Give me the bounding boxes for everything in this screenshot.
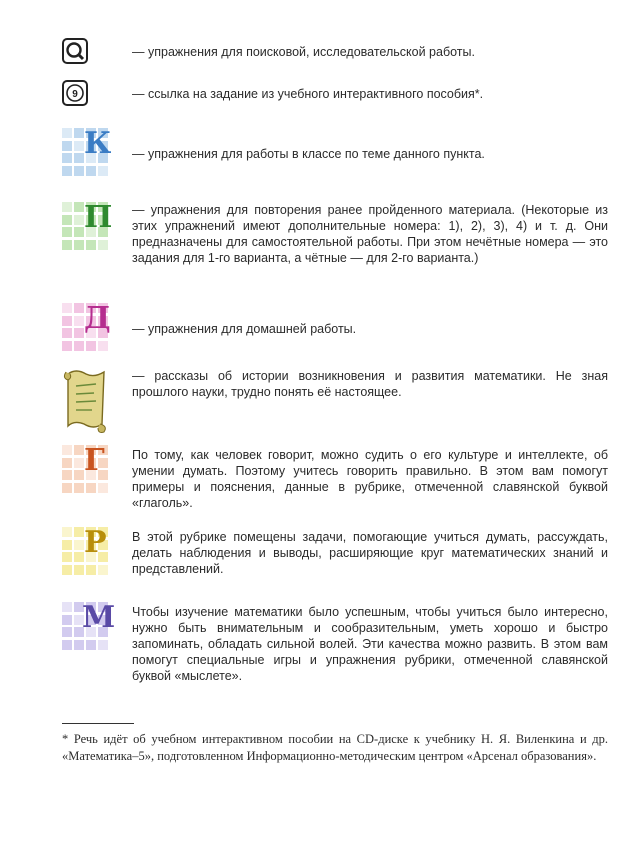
- grid-tile: [74, 303, 84, 313]
- scroll-icon: [62, 366, 110, 441]
- grid-tile: [74, 316, 84, 326]
- grid-tile: [98, 166, 108, 176]
- grid-tile: [62, 640, 72, 650]
- legend-item-homework: Д — упражнения для домашней работы.: [62, 303, 608, 353]
- grid-tile: [98, 341, 108, 351]
- grid-tile: [62, 153, 72, 163]
- grid-tile: [62, 445, 72, 455]
- grid-tile: [74, 445, 84, 455]
- grid-tile: [74, 240, 84, 250]
- grid-tile: [86, 483, 96, 493]
- grid-tile: [62, 540, 72, 550]
- grid-tile: [74, 141, 84, 151]
- grid-tile: [86, 565, 96, 575]
- legend-item-history: [62, 366, 608, 436]
- grid-tile: [62, 470, 72, 480]
- grid-tile: [74, 527, 84, 537]
- grid-tile: [86, 341, 96, 351]
- grid-tile: [74, 540, 84, 550]
- grid-tile: [98, 240, 108, 250]
- grid-tile: [62, 527, 72, 537]
- grid-tile: [62, 316, 72, 326]
- grid-tile: [74, 341, 84, 351]
- grid-tile: [74, 202, 84, 212]
- grid-tile: [86, 640, 96, 650]
- grid-tile: [74, 470, 84, 480]
- grid-tile: [86, 240, 96, 250]
- grid-tile: [62, 303, 72, 313]
- magnifier-icon: [62, 38, 88, 69]
- grid-tile: [74, 128, 84, 138]
- grid-tile: [62, 202, 72, 212]
- legend-text: По тому, как человек говорит, можно судить о его культуре и интеллекте, об умении думать. Поэтому учитесь говорить правильно. В этом вам помогут примеры и пояснения, данные в рубрике, отмеченной славянской буквой «глаголь».: [132, 448, 608, 510]
- grid-tile: [74, 552, 84, 562]
- grid-tile: [62, 552, 72, 562]
- legend-text: В этой рубрике помещены задачи, помогающие учиться думать, рассуждать, делать наблюдения и выводы, расширяющие круг математических знаний и представлений.: [132, 530, 608, 576]
- grid-tile: [62, 227, 72, 237]
- grid-tile: [62, 627, 72, 637]
- legend-text: — упражнения для повторения ранее пройденного материала. (Некоторые из этих упражнений имеют дополнительные номера: 1), 2), 3), 4) и т. д. Они предназначены для самостоятельной работы. При этом нечётные номера — это задания для 1-го варианта, а чётные — для 2-го варианта.): [132, 203, 608, 265]
- grid-tile: [62, 565, 72, 575]
- legend-item-reasoning: Р В этой рубрике помещены задачи, помогающие учиться думать, рассуждать, делать наблюдения и выводы, расширяющие круг математических знаний и представлений.: [62, 527, 608, 583]
- legend-text: Чтобы изучение математики было успешным, чтобы учиться было интересно, нужно быть внимательным и сообразительным, уметь хорошо и быстро запоминать, обладать сильной волей. Эти качества можно развить. В этом вам помогут специальные игры и упражнения рубрики, отмеченной славянской буквой «мыслете».: [132, 605, 608, 683]
- legend-text: — упражнения для работы в классе по теме данного пункта.: [132, 147, 485, 161]
- grid-tile: [74, 166, 84, 176]
- grid-tile: [98, 483, 108, 493]
- grid-tile: [62, 128, 72, 138]
- grid-tile: [98, 565, 108, 575]
- footnote-rule: [62, 723, 134, 724]
- grid-tile: [74, 227, 84, 237]
- grid-tile: [62, 483, 72, 493]
- grid-tile: [62, 341, 72, 351]
- legend-text: — упражнения для поисковой, исследовательской работы.: [132, 45, 475, 59]
- legend-item-research: [62, 38, 608, 66]
- grid-tile: [74, 153, 84, 163]
- grid-tile: [62, 166, 72, 176]
- grid-tile: [86, 166, 96, 176]
- footnote: * Речь идёт об учебном интерактивном пособии на CD-диске к учебнику Н. Я. Виленкина и др. «Математика–5», подготовленном Информационно-методическим центром «Арсенал образования».: [62, 732, 608, 763]
- grid-tile: [62, 141, 72, 151]
- legend-item-glagol: Г По тому, как человек говорит, можно судить о его культуре и интеллекте, об умении думать. Поэтому учитесь говорить правильно. В этом вам помогут примеры и пояснения, данные в рубрике, отмеченной славянской буквой «глаголь».: [62, 445, 608, 515]
- legend-item-cd-link: [62, 80, 608, 108]
- cd-link-icon: [62, 80, 88, 111]
- grid-tile: [74, 483, 84, 493]
- grid-tile: [74, 215, 84, 225]
- grid-tile: [98, 640, 108, 650]
- legend-item-review: П — упражнения для повторения ранее пройденного материала. (Некоторые из этих упражнений имеют дополнительные номера: 1), 2), 3), 4) и т. д. Они предназначены для самостоятельной работы. При этом нечётные номера — это задания для 1-го варианта, а чётные — для 2-го варианта.): [62, 200, 608, 292]
- grid-tile: [62, 215, 72, 225]
- grid-tile: [62, 328, 72, 338]
- legend-text: — упражнения для домашней работы.: [132, 322, 357, 336]
- grid-tile: [62, 615, 72, 625]
- cd-link-number: 9: [72, 89, 78, 100]
- legend-item-thinking: М Чтобы изучение математики было успешным, чтобы учиться было интересно, нужно быть внимательным и сообразительным, уметь хорошо и быстро запоминать, обладать сильной волей. Эти качества можно развить. В этом вам помогут специальные игры и упражнения рубрики, отмеченной славянской буквой «мыслете».: [62, 602, 608, 688]
- grid-tile: [62, 240, 72, 250]
- legend-text: — рассказы об истории возникновения и развития математики. Не зная прошлого науки, трудно понять её настоящее.: [132, 369, 608, 399]
- grid-tile: [74, 565, 84, 575]
- grid-tile: [62, 458, 72, 468]
- grid-tile: [74, 640, 84, 650]
- grid-tile: [74, 328, 84, 338]
- grid-tile: [74, 458, 84, 468]
- legend-item-class: К — упражнения для работы в классе по теме данного пункта.: [62, 128, 608, 178]
- legend-text: — ссылка на задание из учебного интерактивного пособия*.: [132, 87, 484, 101]
- grid-tile: [62, 602, 72, 612]
